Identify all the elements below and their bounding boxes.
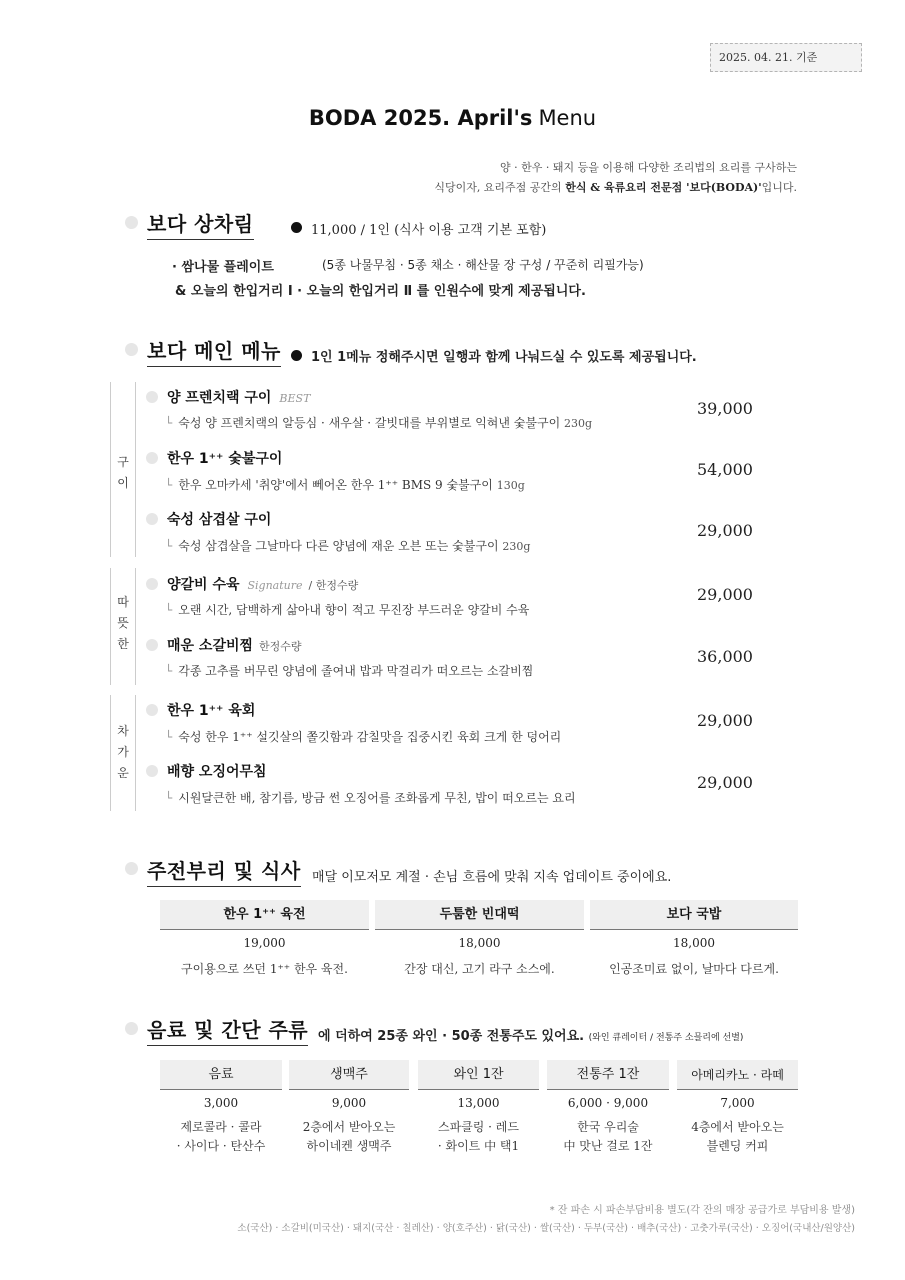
menu-item-name-text: 매운 소갈비찜 (167, 638, 254, 654)
menu-item-tag: BEST (279, 392, 311, 405)
side-desc: 구이용으로 쓰던 1⁺⁺ 한우 육전. (181, 962, 348, 976)
intro-line-2-post: 입니다. (761, 181, 797, 194)
sangcharim-line1-desc: (5종 나물무침 · 5종 채소 · 해산물 장 구성 / 꾸준히 리필가능) (322, 258, 644, 272)
section-bullet-icon (125, 862, 138, 875)
menu-item-desc: └ 숙성 양 프렌치랙의 알등심 · 새우살 · 갈빗대를 부위별로 익혀낸 숯불구이 230g (165, 416, 593, 430)
drink-price: 13,000 (457, 1096, 500, 1110)
menu-item-bullet-icon (146, 391, 158, 403)
side-price: 19,000 (243, 936, 286, 950)
page-title-light: Menu (538, 106, 597, 130)
drink-desc-2: · 화이트 中 택1 (437, 1139, 520, 1153)
menu-item-tag: Signature (247, 579, 303, 592)
black-dot-icon (291, 350, 302, 361)
menu-item-price: 29,000 (697, 773, 753, 792)
black-dot-icon (291, 222, 302, 233)
menu-item-name (167, 387, 310, 407)
menu-item-weight: 130g (496, 479, 525, 492)
drink-price: 9,000 (331, 1096, 367, 1110)
drink-price: 3,000 (203, 1096, 239, 1110)
page-title (0, 106, 905, 130)
category-cold-label-2: 가 (117, 745, 129, 759)
sangcharim-line2: & 오늘의 한입거리 Ⅰ · 오늘의 한입거리 Ⅱ 를 인원수에 맞게 제공됩니다. (175, 284, 586, 299)
side-name: 한우 1⁺⁺ 육전 (160, 900, 369, 930)
menu-item-price: 54,000 (697, 460, 753, 479)
drink-desc-2: · 사이다 · 탄산수 (176, 1139, 266, 1153)
category-warm (110, 568, 136, 685)
drink-name: 전통주 1잔 (547, 1060, 669, 1090)
menu-item-bullet-icon (146, 765, 158, 777)
menu-item-desc-text: 숙성 한우 1⁺⁺ 설깃살의 쫄깃함과 감칠맛을 집중시킨 육회 크게 한 덩어리 (178, 730, 562, 744)
drinks-note (318, 1025, 743, 1044)
menu-item-tag-extra: 한정수량 (259, 640, 302, 653)
section-title-sangcharim: 보다 상차림 (147, 208, 254, 240)
drinks-note-small: (와인 큐레이터 / 전통주 소믈리에 선별) (588, 1033, 744, 1043)
side-desc: 간장 대신, 고기 라구 소스에. (404, 962, 555, 976)
sangcharim-price-note: 11,000 / 1인 (식사 이용 고객 기본 포함) (311, 223, 547, 238)
drink-price: 6,000 · 9,000 (567, 1096, 649, 1110)
sides-note: 매달 이모저모 계절 · 손님 흐름에 맞춰 지속 업데이트 중이에요. (312, 870, 672, 885)
drink-name: 생맥주 (289, 1060, 409, 1090)
menu-item-desc: └ 숙성 한우 1⁺⁺ 설깃살의 쫄깃함과 감칠맛을 집중시킨 육회 크게 한 덩어리 (165, 730, 562, 744)
menu-item-desc: └ 한우 오마카세 '취양'에서 뻬어온 한우 1⁺⁺ BMS 9 숯불구이 130g (165, 478, 525, 492)
drink-desc-1: 4층에서 받아오는 (691, 1120, 784, 1134)
page-title-bold: BODA 2025. April's (308, 106, 533, 130)
category-warm-label-2: 뜻 (117, 616, 129, 630)
section-title-drinks: 음료 및 간단 주류 (147, 1014, 308, 1046)
category-grill (110, 382, 136, 557)
menu-item-name: 한우 1⁺⁺ 육회 (167, 703, 256, 719)
menu-item-weight: 230g (564, 417, 593, 430)
menu-item-bullet-icon (146, 704, 158, 716)
drink-desc-1: 스파클링 · 레드 (438, 1120, 519, 1134)
menu-item-price: 29,000 (697, 711, 753, 730)
drink-name: 와인 1잔 (418, 1060, 539, 1090)
category-grill-label-2: 이 (117, 476, 129, 490)
intro-line-2 (434, 179, 797, 195)
footer-origin: 소(국산) · 소갈비(미국산) · 돼지(국산 · 칠레산) · 양(호주산) · 닭(국산) · 쌀(국산) · 두부(국산) · 배추(국산) · 고춧가루(국산) · 오징어(국내산/원양산) (237, 1223, 855, 1234)
menu-item-desc-text: 각종 고추를 버무린 양념에 졸여내 밥과 막걸리가 떠오르는 소갈비찜 (178, 664, 534, 678)
menu-item-price: 29,000 (697, 585, 753, 604)
menu-item-tag-extra: / 한정수량 (308, 579, 359, 592)
menu-item-desc: └ 각종 고추를 버무린 양념에 졸여내 밥과 막걸리가 떠오르는 소갈비찜 (165, 664, 534, 678)
drink-name: 음료 (160, 1060, 282, 1090)
footer-note: * 잔 파손 시 파손부담비용 별도(각 잔의 매장 공급가로 부담비용 발생) (549, 1205, 855, 1216)
section-bullet-icon (125, 216, 138, 229)
drink-price: 7,000 (720, 1096, 755, 1110)
menu-item-price: 39,000 (697, 399, 753, 418)
menu-item-bullet-icon (146, 513, 158, 525)
menu-item-desc-text: 숙성 삼겹살을 그날마다 다른 양념에 재운 오븐 또는 숯불구이 (178, 539, 499, 553)
menu-item-name: 숙성 삼겹살 구이 (167, 512, 272, 528)
menu-item-bullet-icon (146, 639, 158, 651)
menu-item-price: 29,000 (697, 521, 753, 540)
side-price: 18,000 (458, 936, 501, 950)
menu-item-name-text: 양갈비 수육 (167, 577, 240, 593)
menu-item-name: 한우 1⁺⁺ 숯불구이 (167, 451, 283, 467)
side-name: 보다 국밥 (590, 900, 798, 930)
category-grill-label-1: 구 (117, 455, 129, 469)
menu-item-bullet-icon (146, 578, 158, 590)
drink-desc-2: 하이네켄 생맥주 (306, 1139, 392, 1153)
menu-item-name (167, 635, 302, 655)
intro-line-2-bold: 한식 & 육류요리 전문점 '보다(BODA)' (565, 181, 762, 194)
drinks-note-text: 에 더하여 25종 와인 · 50종 전통주도 있어요. (318, 1029, 585, 1044)
section-title-sides: 주전부리 및 식사 (147, 855, 301, 887)
menu-item-price: 36,000 (697, 647, 753, 666)
category-cold-label-3: 운 (117, 766, 129, 780)
category-warm-label-1: 따 (117, 595, 129, 609)
category-cold (110, 695, 136, 811)
menu-item-desc-text: 한우 오마카세 '취양'에서 뻬어온 한우 1⁺⁺ BMS 9 숯불구이 (178, 478, 493, 492)
menu-item-name (167, 574, 358, 594)
drink-desc-2: 블렌딩 커피 (706, 1139, 769, 1153)
side-desc: 인공조미료 없이, 날마다 다르게. (609, 962, 779, 976)
drink-desc-2: 中 맛난 걸로 1잔 (563, 1139, 653, 1153)
main-menu-note: 1인 1메뉴 정해주시면 일행과 함께 나눠드실 수 있도록 제공됩니다. (311, 350, 697, 365)
section-title-main-menu: 보다 메인 메뉴 (147, 335, 281, 367)
category-cold-label-1: 차 (117, 724, 129, 738)
drink-desc-1: 2층에서 받아오는 (302, 1120, 396, 1134)
drink-name: 아메리카노 · 라떼 (677, 1060, 798, 1090)
menu-item-desc: └ 숙성 삼겹살을 그날마다 다른 양념에 재운 오븐 또는 숯불구이 230g (165, 539, 531, 553)
menu-item-desc-text: 오랜 시간, 담백하게 삶아내 향이 적고 무진장 부드러운 양갈비 수육 (178, 603, 530, 617)
menu-item-weight: 230g (502, 540, 531, 553)
menu-item-desc: └ 시원달큰한 배, 참기름, 방금 썬 오징어를 조화롭게 무친, 밥이 떠오르는 요리 (165, 791, 576, 805)
menu-item-bullet-icon (146, 452, 158, 464)
menu-item-name-text: 양 프렌치랙 구이 (167, 390, 272, 406)
section-bullet-icon (125, 1022, 138, 1035)
menu-item-desc: └ 오랜 시간, 담백하게 삶아내 향이 적고 무진장 부드러운 양갈비 수육 (165, 603, 530, 617)
section-bullet-icon (125, 343, 138, 356)
menu-item-name: 배향 오징어무침 (167, 764, 267, 780)
date-note: 2025. 04. 21. 기준 (710, 43, 862, 72)
intro-line-2-pre: 식당이자, 요리주점 공간의 (434, 181, 566, 194)
menu-item-desc-text: 시원달큰한 배, 참기름, 방금 썬 오징어를 조화롭게 무친, 밥이 떠오르는 요리 (178, 791, 576, 805)
side-price: 18,000 (673, 936, 715, 950)
side-name: 두툼한 빈대떡 (375, 900, 584, 930)
intro-line-1: 양 · 한우 · 돼지 등을 이용해 다양한 조리법의 요리를 구사하는 (500, 161, 797, 174)
drink-desc-1: 한국 우리술 (577, 1120, 639, 1134)
category-warm-label-3: 한 (117, 637, 129, 651)
menu-item-desc-text: 숙성 양 프렌치랙의 알등심 · 새우살 · 갈빗대를 부위별로 익혀낸 숯불구이 (178, 416, 561, 430)
drink-desc-1: 제로콜라 · 콜라 (180, 1120, 262, 1134)
sangcharim-line1-label: · 쌈나물 플레이트 (172, 260, 274, 275)
